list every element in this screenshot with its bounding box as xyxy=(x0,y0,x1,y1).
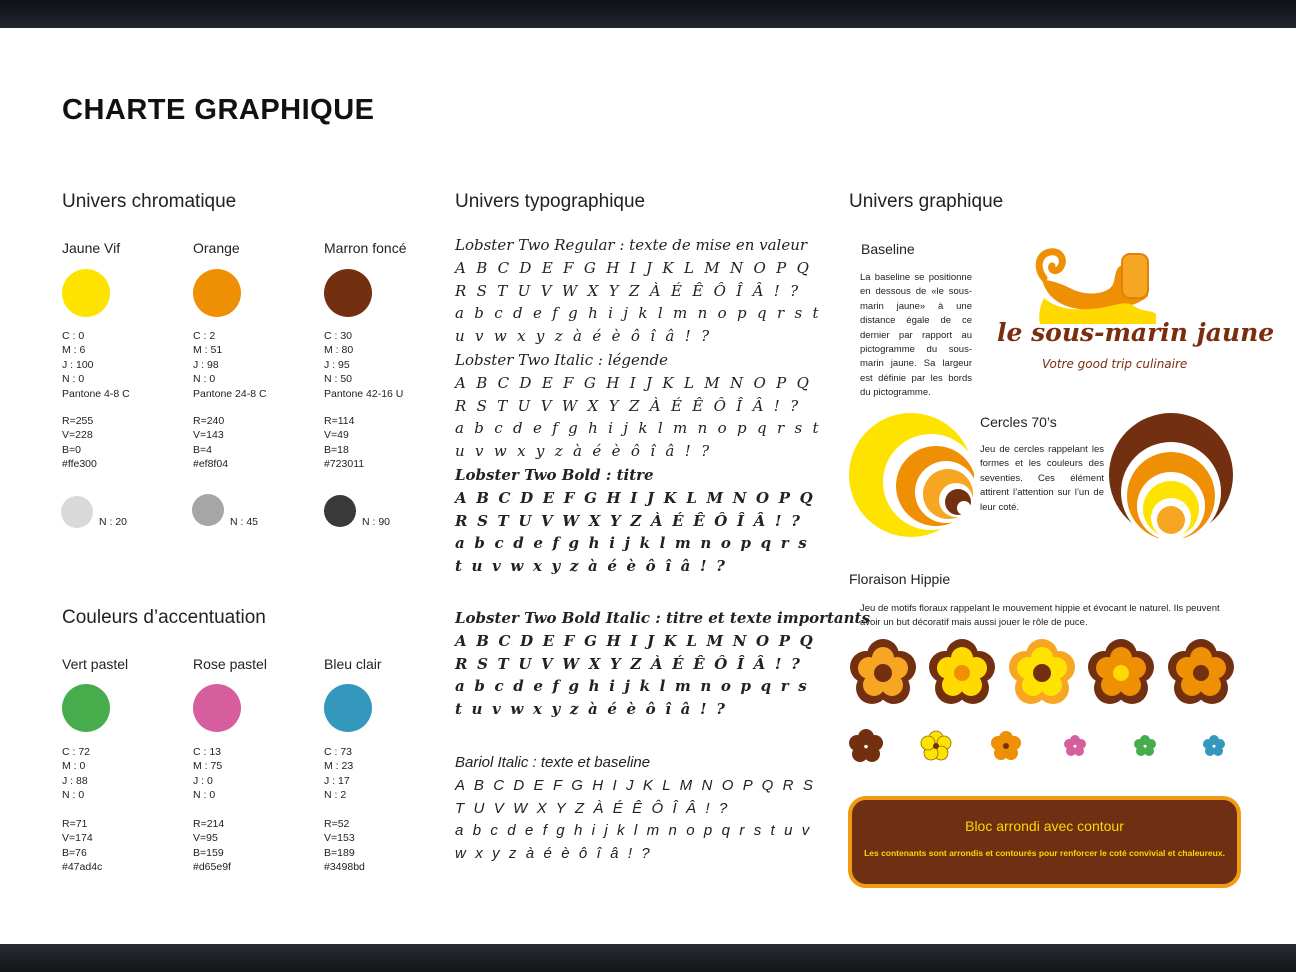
bloc-title: Bloc arrondi avec contour xyxy=(965,818,1124,834)
flower-icon xyxy=(1064,735,1086,756)
glyphs-bold: A B C D E F G H I J K L M N O P Q R S T U V W X Y Z À É Ê Ô Î Â ! ? a b c d e f g h i j k l m n o p q r s t u v w x y z à é è ô î â ! ? xyxy=(455,489,815,575)
font-name-bold: Lobster Two Bold : titre xyxy=(455,466,654,484)
big-flowers-row xyxy=(848,638,1236,710)
flower-icon xyxy=(1168,639,1234,704)
glyphs-regular: A B C D E F G H I J K L M N O P Q R S T U V W X Y Z À É Ê Ô Î Â ! ? a b c d e f g h i j k l m n o p q r s t u v w x y z à é è ô î â ! ? xyxy=(455,259,822,345)
gray-label-n20: N : 20 xyxy=(99,516,128,528)
flower-icon xyxy=(921,731,951,760)
swatch-jaune xyxy=(62,269,110,317)
font-name-italic: Lobster Two Italic : légende xyxy=(455,351,669,369)
color-name-orange: Orange xyxy=(193,240,240,256)
bottom-frame-bar xyxy=(0,944,1296,972)
rvb-vert: R=71 V=174 B=76 #47ad4c xyxy=(62,818,103,874)
section-chromatique-heading: Univers chromatique xyxy=(62,191,237,212)
small-flowers-row xyxy=(848,726,1236,766)
floraison-text: Jeu de motifs floraux rappelant le mouvement hippie et évocant le naturel. Ils peuvent avoir un but décoratif mais aussi jouer le rôle de puce. xyxy=(860,603,1220,629)
section-graphique-heading: Univers graphique xyxy=(849,191,1004,212)
cmjn-bleu: C : 73 M : 23 J : 17 N : 2 xyxy=(324,746,354,802)
cmjn-marron: C : 30 M : 80 J : 95 N : 50 Pantone 42-16 U xyxy=(324,330,404,400)
logo-tagline: Votre good trip culinaire xyxy=(1042,357,1188,371)
section-accent-heading: Couleurs d’accentuation xyxy=(62,607,266,628)
bloc-text: Les contenants sont arrondis et contourés pour renforcer le coté convivial et chaleureux. xyxy=(864,848,1225,858)
font-name-bariol: Bariol Italic : texte et baseline xyxy=(455,754,651,771)
rounded-bloc-example xyxy=(848,796,1241,888)
color-name-jaune: Jaune Vif xyxy=(62,240,121,256)
flower-icon xyxy=(1009,639,1075,704)
color-name-vert: Vert pastel xyxy=(62,656,129,672)
cmjn-jaune: C : 0 M : 6 J : 100 N : 0 Pantone 4-8 C xyxy=(62,330,130,400)
glyphs-bariol: A B C D E F G H I J K L M N O P Q R S T U V W X Y Z À É Ê Ô Î Â ! ? a b c d e f g h i j k l m n o p q r s t u v w x y z à é è ô î â ! ? xyxy=(455,777,816,862)
baseline-title: Baseline xyxy=(861,241,915,257)
top-frame-bar xyxy=(0,0,1296,28)
baseline-text: La baseline se positionne en dessous de «le sous-marin jaune» à une distance égale de ce dernier par rapport au pictogramme du sous-marin jaune. Sa largeur est définie par les bords du pictogramme. xyxy=(860,272,972,399)
gray-swatch-n90 xyxy=(324,495,356,527)
swatch-orange xyxy=(193,269,241,317)
logo-name: le sous-marin jaune xyxy=(997,318,1275,347)
cmjn-orange: C : 2 M : 51 J : 98 N : 0 Pantone 24-8 C xyxy=(193,330,267,400)
rvb-jaune: R=255 V=228 B=0 #ffe300 xyxy=(62,415,97,471)
swatch-marron xyxy=(324,269,372,317)
gray-label-n90: N : 90 xyxy=(362,516,391,528)
color-name-bleu: Bleu clair xyxy=(324,656,382,672)
cercles-70s-right-icon xyxy=(1108,412,1234,538)
cmjn-vert: C : 72 M : 0 J : 88 N : 0 xyxy=(62,746,91,802)
swatch-rose xyxy=(193,684,241,732)
cmjn-rose: C : 13 M : 75 J : 0 N : 0 xyxy=(193,746,223,802)
color-name-marron: Marron foncé xyxy=(324,240,407,256)
swatch-bleu xyxy=(324,684,372,732)
swatch-vert xyxy=(62,684,110,732)
glyphs-italic: A B C D E F G H I J K L M N O P Q R S T U V W X Y Z À É Ê Ô Î Â ! ? a b c d e f g h i j k l m n o p q r s t u v w x y z à é è ô î â ! ? xyxy=(455,374,822,460)
flower-icon xyxy=(929,639,995,704)
flower-icon xyxy=(1088,639,1154,704)
floraison-title: Floraison Hippie xyxy=(849,571,951,587)
flower-icon xyxy=(1203,735,1225,756)
cercles-text: Jeu de cercles rappelant les formes et les couleurs des seventies. Ces élément attirent l’attention sur l’un de leur coté. xyxy=(980,444,1104,513)
flower-icon xyxy=(849,729,883,762)
cercles-title: Cercles 70’s xyxy=(980,414,1057,430)
gray-swatch-n45 xyxy=(192,494,224,526)
flower-icon xyxy=(850,639,916,704)
font-name-regular: Lobster Two Regular : texte de mise en valeur xyxy=(455,236,808,254)
flower-icon xyxy=(1134,735,1156,756)
glyphs-bold-italic: A B C D E F G H I J K L M N O P Q R S T U V W X Y Z À É Ê Ô Î Â ! ? a b c d e f g h i j k l m n o p q r s t u v w x y z à é è ô î â ! ? xyxy=(455,632,815,718)
gray-label-n45: N : 45 xyxy=(230,516,259,528)
font-name-bold-italic: Lobster Two Bold Italic : titre et texte importants xyxy=(455,609,870,627)
cercles-70s-left-icon xyxy=(848,412,974,538)
charte-page xyxy=(0,28,1296,944)
flower-icon xyxy=(991,731,1021,760)
rvb-marron: R=114 V=49 B=18 #723011 xyxy=(324,415,365,471)
color-name-rose: Rose pastel xyxy=(193,656,267,672)
rvb-rose: R=214 V=95 B=159 #d65e9f xyxy=(193,818,231,874)
page-title: CHARTE GRAPHIQUE xyxy=(62,94,375,126)
section-typo-heading: Univers typographique xyxy=(455,191,646,212)
gray-swatch-n20 xyxy=(61,496,93,528)
rvb-bleu: R=52 V=153 B=189 #3498bd xyxy=(324,818,365,874)
rvb-orange: R=240 V=143 B=4 #ef8f04 xyxy=(193,415,229,471)
